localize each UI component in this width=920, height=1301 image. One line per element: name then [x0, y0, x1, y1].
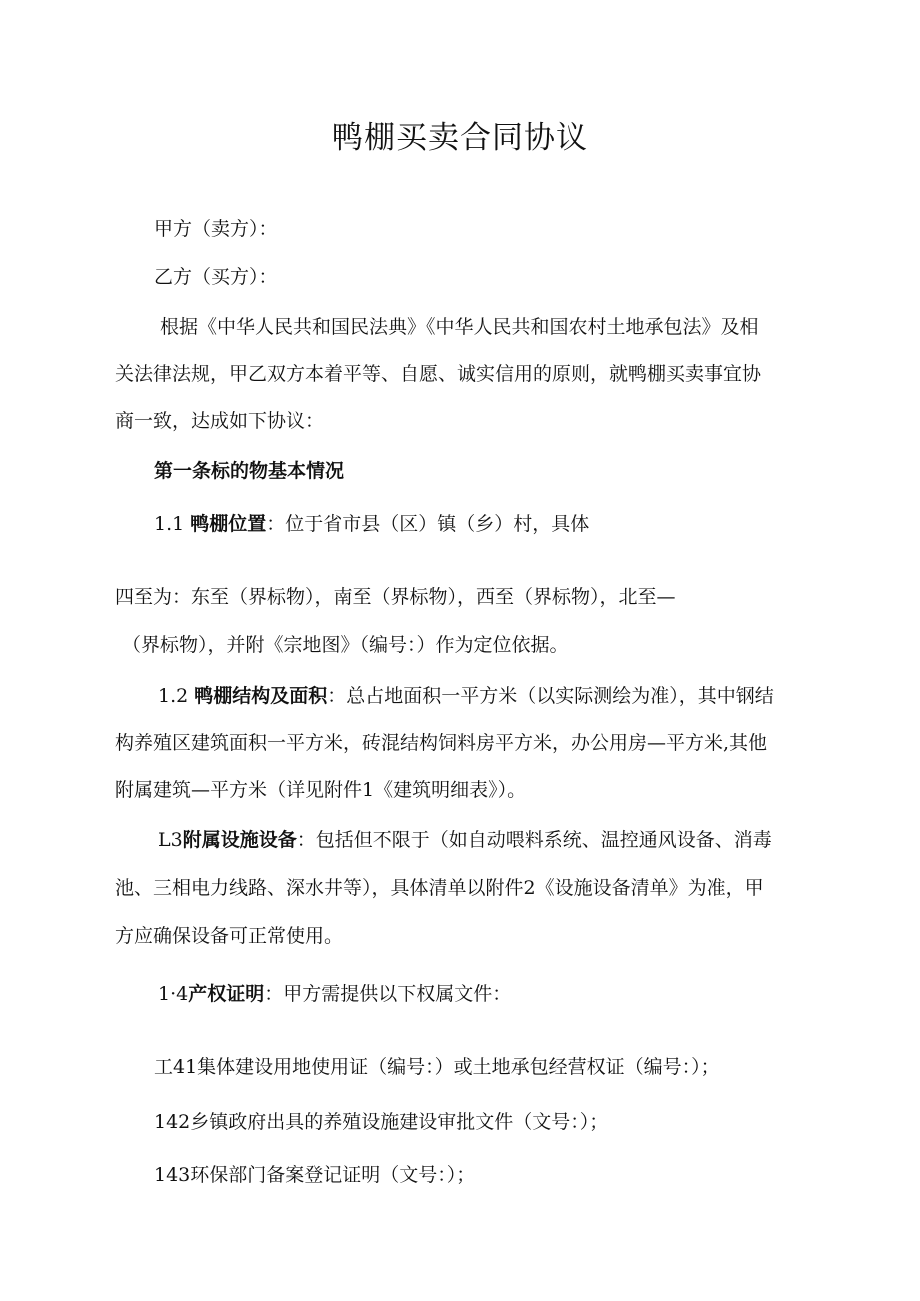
section-1-2-label: 鸭棚结构及面积: [194, 685, 328, 707]
intro-line-3: 商一致，达成如下协议：: [115, 410, 325, 432]
section-1-4-label: 产权证明: [188, 983, 265, 1005]
article-1-heading: 第一条标的物基本情况: [154, 460, 345, 482]
section-1-2-line-3: 附属建筑—平方米（详见附件1《建筑明细表》）。: [115, 779, 527, 801]
section-1-3-label: 附属设施设备: [182, 829, 297, 851]
list-item-1-4-2: 142乡镇政府出具的养殖设施建设审批文件（文号：）；: [154, 1111, 609, 1133]
section-1-1-line-2: 四至为：东至（界标物），南至（界标物），西至（界标物），北至—: [115, 586, 676, 608]
list-item-1-4-1: 工41集体建设用地使用证（编号：）或土地承包经营权证（编号：）；: [154, 1056, 720, 1078]
section-1-1-number: 1.1: [154, 513, 191, 535]
list-item-1-4-3: 143环保部门备案登记证明（文号：）；: [154, 1164, 476, 1186]
party-a-line: 甲方（卖方）：: [154, 218, 278, 240]
section-1-3-number: L3: [158, 829, 183, 851]
section-1-1-line-3: （界标物），并附《宗地图》（编号：）作为定位依据。: [122, 634, 569, 656]
section-1-1-line-1: [154, 511, 589, 537]
section-1-2-text: ：总占地面积一平方米（以实际测绘为准），其中钢结: [327, 685, 774, 707]
intro-line-1: 根据《中华人民共和国民法典》《中华人民共和国农村土地承包法》及相: [160, 316, 759, 338]
section-1-3-line-1: [158, 827, 772, 853]
section-1-4-text: ：甲方需提供以下权属文件：: [264, 983, 512, 1005]
section-1-1-label: 鸭棚位置: [190, 513, 267, 535]
intro-line-2: 关法律法规，甲乙双方本着平等、自愿、诚实信用的原则，就鸭棚买卖事宜协: [115, 363, 762, 385]
document-title: 鸭棚买卖合同协议: [332, 120, 588, 156]
section-1-3-line-2: 池、三相电力线路、深水井等），具体清单以附件2《设施设备清单》为准，甲: [115, 877, 764, 899]
section-1-3-text: ：包括但不限于（如自动喂料系统、温控通风设备、消毒: [296, 829, 772, 851]
section-1-4-number: 1·4: [158, 983, 189, 1005]
section-1-2-line-1: [158, 683, 774, 709]
section-1-2-number: 1.2: [158, 685, 195, 707]
section-1-4-line-1: [158, 981, 511, 1007]
section-1-3-line-3: 方应确保设备可正常使用。: [115, 925, 344, 947]
section-1-1-text: ：位于省市县（区）镇（乡）村，具体: [266, 513, 590, 535]
party-b-line: 乙方（买方）：: [154, 266, 278, 288]
section-1-2-line-2: 构养殖区建筑面积一平方米，砖混结构饲料房平方米，办公用房—平方米,其他: [115, 732, 768, 754]
